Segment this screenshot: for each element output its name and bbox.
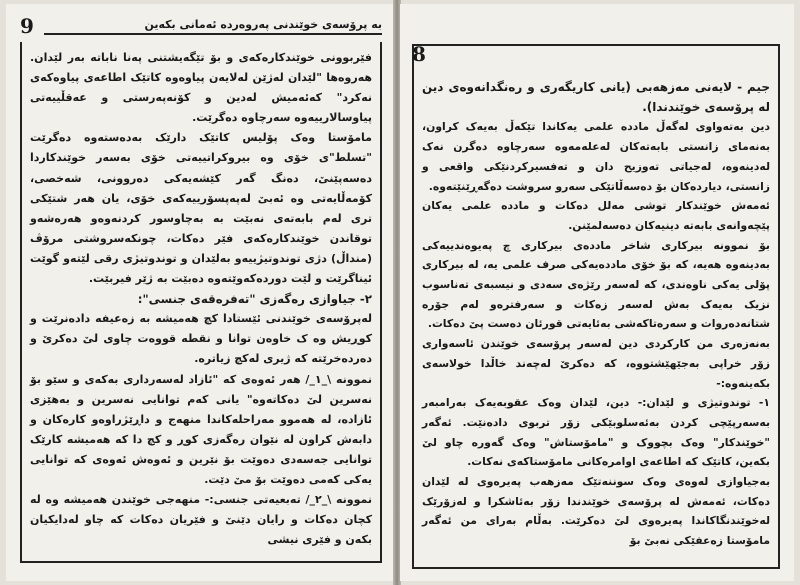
paragraph: بەنەزەری من کارکردی دین لەسەر پرۆسەی خوێندن ئاسەواری زۆر خراپی بەجێهێشتووە، کە دەکرێ لەچەند خاڵدا خولاسەی بکەینەوە:-	[422, 337, 770, 390]
paragraph: نموونە \_٢_/ تەبعیەتی جنسی:- منهەجی خوێندن هەمیشە وە لە کچان دەکات و رایان دێنێ و فێریان دەکات کە چاو لەدایکیان بکەن و فێری نیشی	[30, 493, 372, 547]
paragraph: بۆ نموونە بیرکاری شاخر ماددەی بیرکاری چ پەیوەندییەکی بەدینەوە هەیە، کە بۆ خۆی ماددەیەکی صرف علمی یە، لە بیرکاری پۆلی یەکی ناوەندی، کە لەسەر رێژەی سەدی و نیسبەی تەناسوب نزیک بەیەک بەش لەسەر زەکات و سەرفترەو لەم جۆرە شتانەدەروات و سەرەتاکەشی بەئایەتی قورئان دەست پێ دەکات.	[422, 238, 770, 331]
paragraph: لەپرۆسەی خوێندنی ئێستادا کچ هەمیشە بە زەعیفە دادەنرێت و کوڕیش وە ک خاوەن توانا و نقطە قووەت چاوی لێ دەکرێ و دەردەخرێتە کە ژیری لەکچ زیاترە.	[30, 312, 372, 366]
paragraph: بەجیاوازی لەوەی وەک سوننەتێک مەزهەب پەیرەوی لە لێدان دەکات، ئەمەش لە پرۆسەی خوێندندا زۆر بەئاشکرا و لەزۆرێک لەخوێندنگاکاندا پەیرەوی لێ دەکرێت. بەڵام بەرای من ئەگەر مامۆستا زەعفێکی نەبێ بۆ	[422, 475, 770, 548]
left-page	[6, 4, 394, 581]
section-title: جیم - لایەنی مەزهەبی (یانی کاریگەری و رەنگدانەوەی دین لە پرۆسەی خوێندندا).	[422, 80, 770, 114]
paragraph: نموونە \_١_/ هەر ئەوەی کە "ئازاد لەسەرداری بەکەی و سێو بۆ نەسرین لێ دەکاتەوە" یانی کەم توانایی نەسرین و بەهێزی ئازادە، لە هەموو مەراحلەکاندا منهەج و داڕێژراوەو کارەکان و دابەش کراون لە نێوان رەگەزی کوڕ و کچ دا کە هەمیشە کارێک توانایی جەسەدی دەوێت بۆ نێرین و ئەوەش ئەوەی کە توانایی یەکی کەمی دەوێت بۆ مێ دێت.	[30, 372, 373, 486]
running-head: بە پرۆسەی خوێندنی پەروەردە ئەمانی بکەین	[44, 18, 382, 35]
section-heading: ٢- جیاوازی رەگەزی "تەفرەقەی جنسی":	[137, 292, 372, 307]
paragraph: ١- توندوتیژی و لێدان:- دین، لێدان وەک عقوبەیەک بەرامبەر بەسەرپێچی کردن بەئەسلوبێکی زۆر تربوی دادەنێت. ئەگەر "خوێندکار" وەک بچووک و "مامۆستاش" وەک گەورە چاو لێ بکەین، کاتێک کە اطاعەی اوامرەکانی مامۆستاکەی نەکات.	[422, 396, 770, 469]
right-page	[400, 4, 794, 581]
left-page-number: 9	[20, 14, 34, 38]
left-page-header	[20, 14, 382, 38]
paragraph: دین بەتەواوی لەگەڵ ماددە علمی یەکاندا تێکەڵ بەیەک کراون، بەنەمای زانستی بابەتەکان لەعلەمەوە سەرچاوە دەگرن نەک لەدینەوە، لەجیاتی تەوزیح دان و تەفسیرکردنێکی واقعی و زانستی، دیاردەکان بۆ دەسەڵاتێکی سەرو سروشت دەگەڕێنێتەوە.	[422, 120, 770, 193]
right-page-body	[422, 78, 770, 551]
left-page-body	[30, 48, 372, 550]
paragraph: فێربوونی خوێندکارەکەی و بۆ تێگەیشتنی پەنا ناباتە بەر لێدان. هەروەها "لێدان لەژێن لەلایەن پیاوەوە کاتێک اطاعەی پیاوەکەی نەکرد" کەئەمیش لەدین و کۆنەپەرستی و عەقڵییەتی پیاوسالارییەوە سەرچاوە دەگرێت.	[30, 51, 372, 125]
paragraph: ئەمەش خوێندکار توشی مەلل دەکات و ماددە علمی یەکان پێچەوانەی بابەتە دینیەکان دەسەلمێنن.	[422, 199, 770, 232]
paragraph: مامۆستا وەک پۆلیس کاتێک دارێک بەدەستەوە دەگرێت "تسلط"ی خۆی وە بیروکراتییەتی خۆی بەسەر خوێندکاردا دەسەپێنێ، دەنگ گەر کێشەیەکی دەروونی، شەخصی، کۆمەڵایەتی وە ئەبێ لەپەپسۆرییەکەی خۆی، یان هەر شتێکی تری لەم بابەتەی نەبێت بە بەچاوسور کردنەوەو هەرەشەو توقاندن خوێندکارەکەی فێر دەکات، چونکەسروشتی مرۆڤ (منداڵ) دژی توندوتیژییەو بەلێدان و توندوتیژی رقی لێتەو گوێت ئیناگرێت و لێت دوردەکەوێتەوە دەبێت بە ژێر فیربێت.	[30, 131, 372, 286]
right-page-number: 8	[412, 42, 426, 66]
